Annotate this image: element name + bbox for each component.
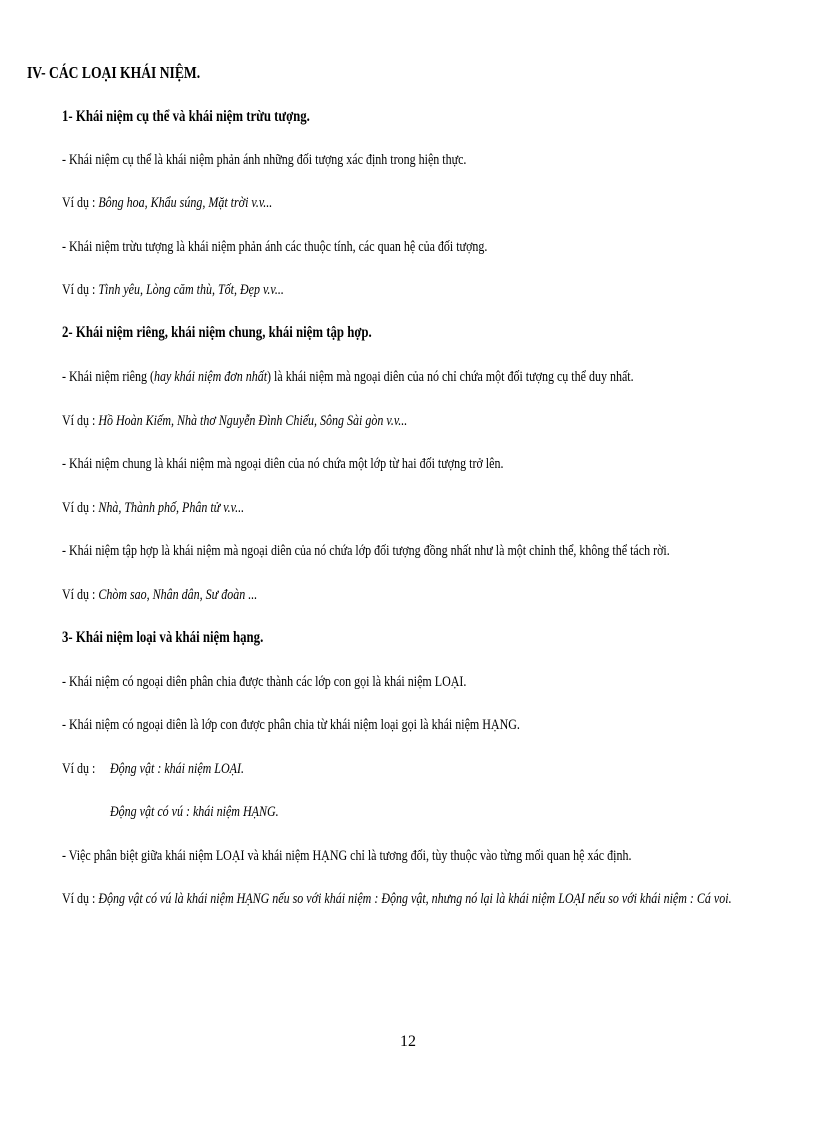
section-2-heading: 2- Khái niệm riêng, khái niệm chung, khái niệm tập hợp.	[62, 324, 372, 341]
section-3-heading: 3- Khái niệm loại và khái niệm hạng.	[62, 629, 264, 646]
bullet-text-post: ) là khái niệm mà ngoại diên của nó chỉ chứa một đối tượng cụ thể duy nhất.	[267, 369, 634, 385]
section-2-example-1	[62, 412, 407, 430]
example-text: Bông hoa, Khẩu súng, Mặt trời v.v...	[98, 195, 273, 211]
example-text: Nhà, Thành phố, Phân tử v.v...	[98, 500, 245, 516]
section-2-bullet-1	[62, 368, 634, 386]
section-3-example-1-text: Động vật : khái niệm LOẠI.	[110, 761, 244, 777]
section-1-bullet-1: - Khái niệm cụ thể là khái niệm phản ánh những đối tượng xác định trong hiện thực.	[62, 152, 467, 168]
section-3-example-2	[62, 890, 732, 908]
example-label: Ví dụ :	[62, 587, 99, 603]
page-number: 12	[400, 1033, 416, 1050]
example-text: Hồ Hoàn Kiếm, Nhà thơ Nguyễn Đình Chiểu, Sông Sài gòn v.v...	[98, 413, 408, 429]
section-1-heading: 1- Khái niệm cụ thể và khái niệm trừu tượng.	[62, 108, 310, 125]
section-3-bullet-2: - Khái niệm có ngoại diên là lớp con được phân chia từ khái niệm loại gọi là khái niệm HẠNG.	[62, 717, 520, 733]
example-text: Tình yêu, Lòng căm thù, Tốt, Đẹp v.v...	[98, 282, 284, 298]
example-label: Ví dụ :	[62, 413, 99, 429]
example-text: Động vật có vú là khái niệm HẠNG nếu so với khái niệm : Động vật, nhưng nó lại là khái niệm LOẠI nếu so với khái niệm : Cá voi.	[98, 891, 732, 907]
bullet-text-pre: - Khái niệm riêng (	[62, 369, 154, 385]
section-3-bullet-1: - Khái niệm có ngoại diên phân chia được thành các lớp con gọi là khái niệm LOẠI.	[62, 674, 467, 690]
section-2-example-3	[62, 586, 257, 604]
section-3-bullet-3: - Việc phân biệt giữa khái niệm LOẠI và khái niệm HẠNG chỉ là tương đối, tùy thuộc vào từng mối quan hệ xác định.	[62, 848, 632, 864]
section-1-example-2	[62, 281, 284, 299]
section-1-example-1	[62, 194, 272, 212]
section-3-example-1-text2: Động vật có vú : khái niệm HẠNG.	[110, 804, 279, 820]
section-2-example-2	[62, 499, 244, 517]
section-1-bullet-2: - Khái niệm trừu tượng là khái niệm phản ánh các thuộc tính, các quan hệ của đối tượng.	[62, 239, 488, 255]
section-2-bullet-3: - Khái niệm tập hợp là khái niệm mà ngoại diên của nó chứa lớp đối tượng đồng nhất như là một chỉnh thể, không thể tách rời.	[62, 543, 670, 559]
bullet-text-italic: hay khái niệm đơn nhất	[153, 369, 268, 385]
example-label: Ví dụ :	[62, 282, 99, 298]
section-2-bullet-2: - Khái niệm chung là khái niệm mà ngoại diên của nó chứa một lớp từ hai đối tượng trở lên.	[62, 456, 504, 472]
example-label: Ví dụ :	[62, 891, 99, 907]
example-label: Ví dụ :	[62, 500, 99, 516]
section-3-example-1-label: Ví dụ :	[62, 761, 96, 777]
example-text: Chòm sao, Nhân dân, Sư đoàn ...	[98, 587, 258, 603]
page-title: IV- CÁC LOẠI KHÁI NIỆM.	[27, 63, 201, 82]
example-label: Ví dụ :	[62, 195, 99, 211]
